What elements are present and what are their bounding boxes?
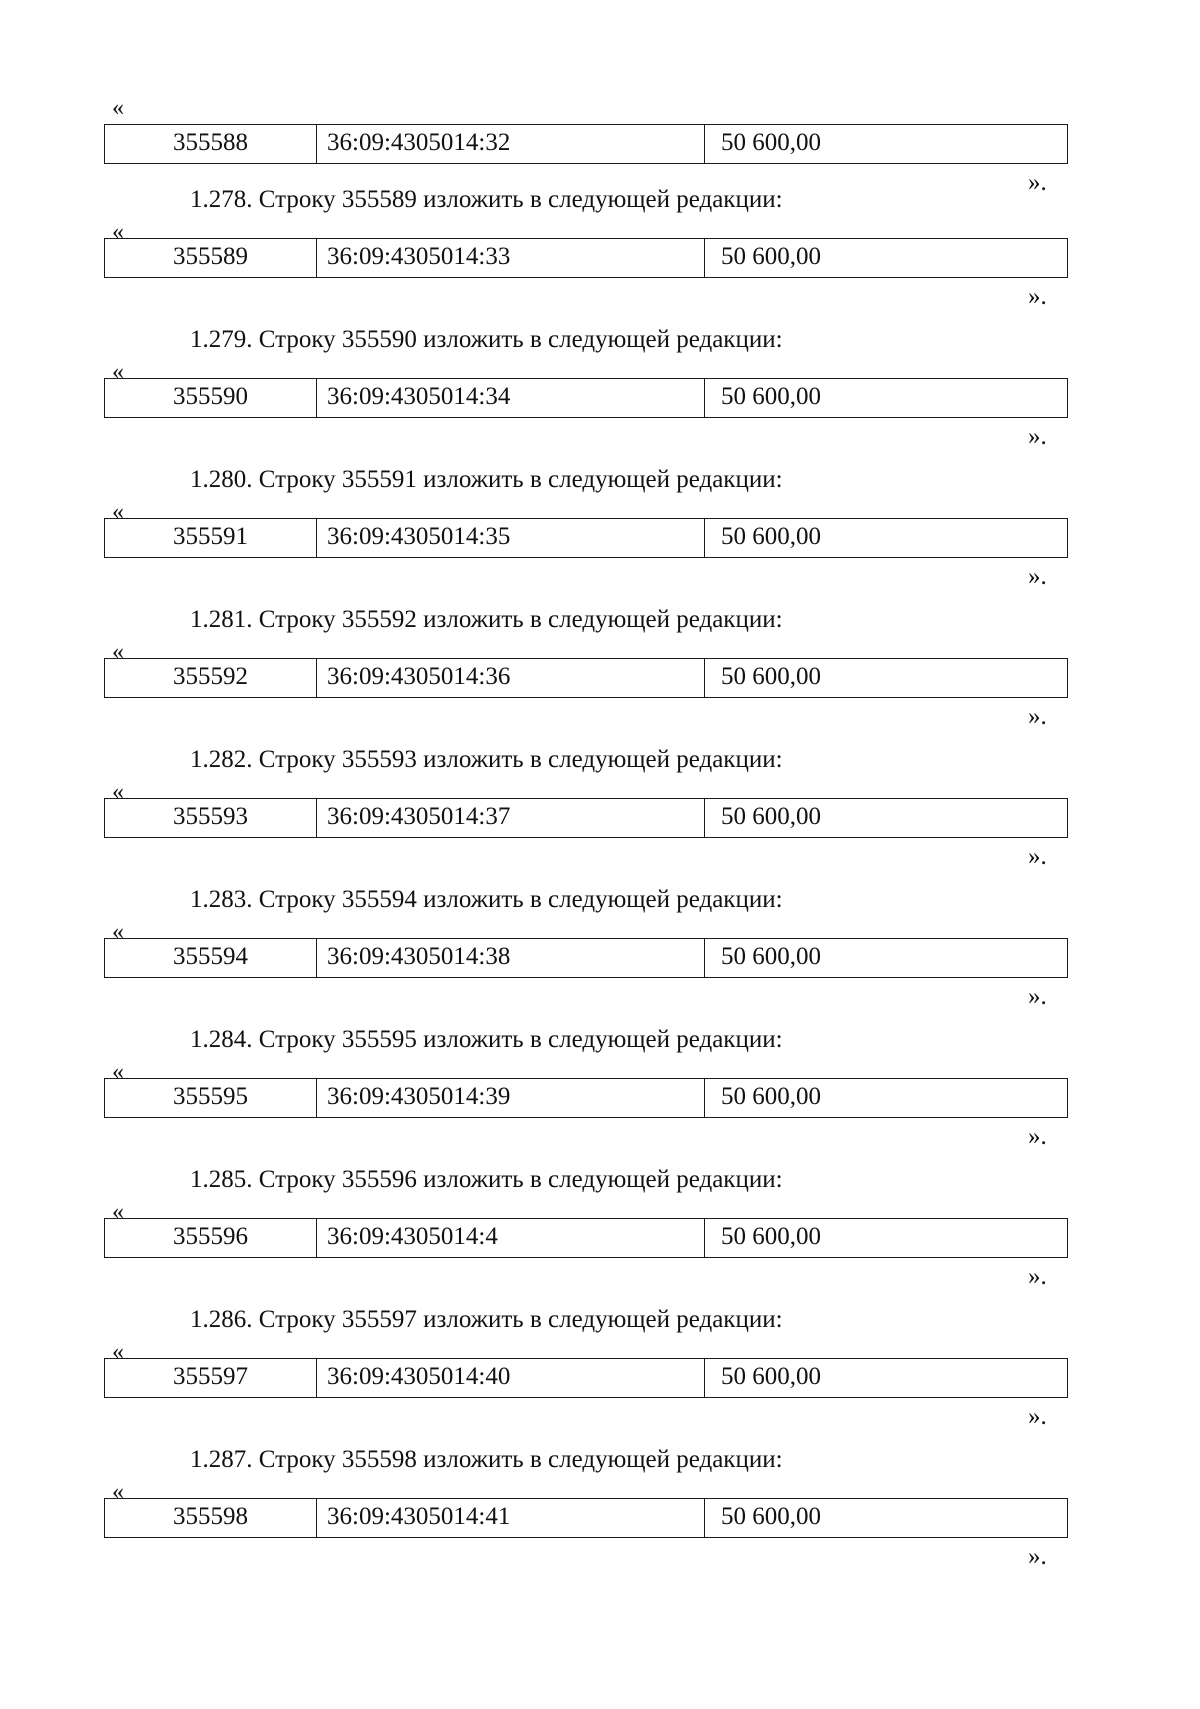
row-value: 50 600,00 <box>721 803 821 830</box>
row-code: 355595 <box>105 1079 317 1117</box>
open-quote: « <box>112 359 124 385</box>
row-code: 355591 <box>105 519 317 557</box>
row-cadastral-number: 36:09:4305014:41 <box>317 1499 705 1537</box>
table-row <box>104 1218 1068 1258</box>
open-quote: « <box>112 919 124 945</box>
row-code: 355597 <box>105 1359 317 1397</box>
row-value: 50 600,00 <box>721 1503 821 1530</box>
entry-heading: 1.279. Строку 355590 изложить в следующей редакции: <box>190 326 783 353</box>
table-row <box>104 518 1068 558</box>
open-quote: « <box>112 499 124 525</box>
row-cadastral-number: 36:09:4305014:39 <box>317 1079 705 1117</box>
entry-heading: 1.286. Строку 355597 изложить в следующей редакции: <box>190 1306 783 1333</box>
table-row <box>104 124 1068 164</box>
row-code: 355588 <box>105 125 317 163</box>
close-quote: ». <box>1028 843 1047 870</box>
entry-heading: 1.281. Строку 355592 изложить в следующей редакции: <box>190 606 783 633</box>
open-quote: « <box>112 1479 124 1505</box>
close-quote: ». <box>1028 1403 1047 1430</box>
close-quote: ». <box>1028 563 1047 590</box>
row-value: 50 600,00 <box>721 383 821 410</box>
table-row <box>104 378 1068 418</box>
row-code: 355589 <box>105 239 317 277</box>
entry-heading: 1.284. Строку 355595 изложить в следующей редакции: <box>190 1026 783 1053</box>
entry-heading: 1.283. Строку 355594 изложить в следующей редакции: <box>190 886 783 913</box>
row-value: 50 600,00 <box>721 943 821 970</box>
close-quote: ». <box>1028 283 1047 310</box>
row-code: 355593 <box>105 799 317 837</box>
close-quote: ». <box>1028 1543 1047 1570</box>
close-quote: ». <box>1028 169 1047 196</box>
row-cadastral-number: 36:09:4305014:40 <box>317 1359 705 1397</box>
open-quote: « <box>112 639 124 665</box>
row-value: 50 600,00 <box>721 243 821 270</box>
close-quote: ». <box>1028 423 1047 450</box>
table-row <box>104 1078 1068 1118</box>
table-row <box>104 1498 1068 1538</box>
row-cadastral-number: 36:09:4305014:4 <box>317 1219 705 1257</box>
row-code: 355596 <box>105 1219 317 1257</box>
open-quote: « <box>112 1339 124 1365</box>
row-cadastral-number: 36:09:4305014:35 <box>317 519 705 557</box>
row-code: 355598 <box>105 1499 317 1537</box>
close-quote: ». <box>1028 1263 1047 1290</box>
open-quote: « <box>112 219 124 245</box>
open-quote: « <box>112 1199 124 1225</box>
row-cadastral-number: 36:09:4305014:36 <box>317 659 705 697</box>
entry-heading: 1.285. Строку 355596 изложить в следующей редакции: <box>190 1166 783 1193</box>
table-row <box>104 238 1068 278</box>
row-value: 50 600,00 <box>721 1223 821 1250</box>
row-code: 355590 <box>105 379 317 417</box>
row-value: 50 600,00 <box>721 523 821 550</box>
row-value: 50 600,00 <box>721 1363 821 1390</box>
row-cadastral-number: 36:09:4305014:34 <box>317 379 705 417</box>
close-quote: ». <box>1028 1123 1047 1150</box>
open-quote: « <box>112 1059 124 1085</box>
table-row <box>104 1358 1068 1398</box>
entry-heading: 1.287. Строку 355598 изложить в следующей редакции: <box>190 1446 783 1473</box>
entry-heading: 1.282. Строку 355593 изложить в следующей редакции: <box>190 746 783 773</box>
row-cadastral-number: 36:09:4305014:38 <box>317 939 705 977</box>
entry-heading: 1.280. Строку 355591 изложить в следующей редакции: <box>190 466 783 493</box>
table-row <box>104 938 1068 978</box>
close-quote: ». <box>1028 703 1047 730</box>
row-value: 50 600,00 <box>721 129 821 156</box>
table-row <box>104 798 1068 838</box>
row-cadastral-number: 36:09:4305014:33 <box>317 239 705 277</box>
row-code: 355594 <box>105 939 317 977</box>
close-quote: ». <box>1028 983 1047 1010</box>
table-row <box>104 658 1068 698</box>
row-cadastral-number: 36:09:4305014:37 <box>317 799 705 837</box>
row-value: 50 600,00 <box>721 663 821 690</box>
row-cadastral-number: 36:09:4305014:32 <box>317 125 705 163</box>
open-quote: « <box>112 779 124 805</box>
row-code: 355592 <box>105 659 317 697</box>
row-value: 50 600,00 <box>721 1083 821 1110</box>
open-quote: « <box>112 95 124 121</box>
entry-heading: 1.278. Строку 355589 изложить в следующей редакции: <box>190 186 783 213</box>
